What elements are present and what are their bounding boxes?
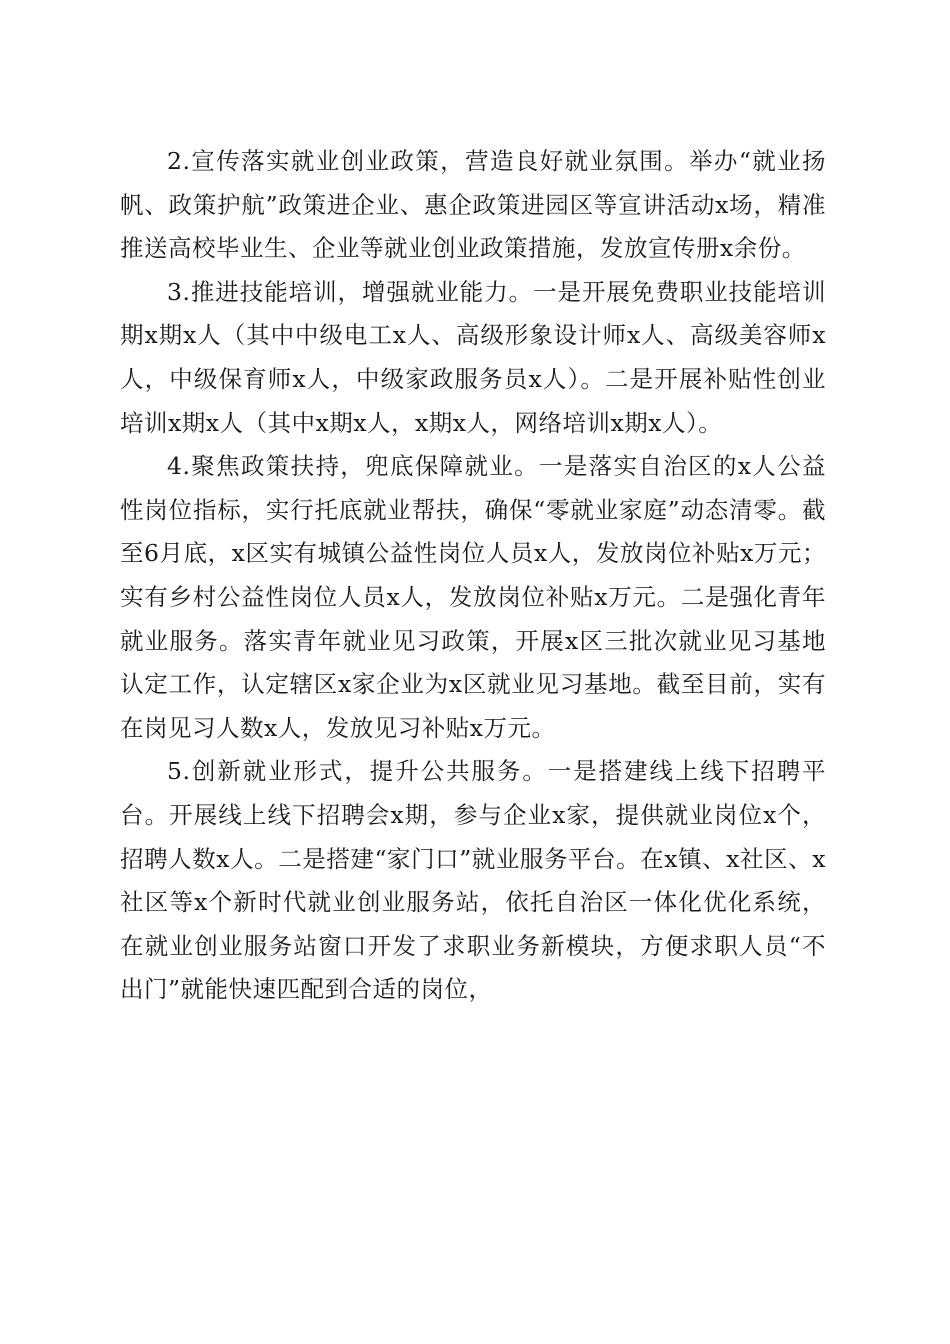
paragraph-employment-policy-promotion: 2.宣传落实就业创业政策，营造良好就业氛围。举办“就业扬帆、政策护航”政策进企业、惠企政策进园区等宣讲活动x场，精准推送高校毕业生、企业等就业创业政策措施，发放宣传册x余份。 bbox=[120, 147, 826, 263]
paragraph-policy-support: 4.聚焦政策扶持，兜底保障就业。一是落实自治区的x人公益性岗位指标，实行托底就业帮扶，确保“零就业家庭”动态清零。截至6月底，x区实有城镇公益性岗位人员x人，发放岗位补贴x万元；实有乡村公益性岗位人员x人，发放岗位补贴x万元。二是强化青年就业服务。落实青年就业见习政策，开展x区三批次就业见习基地认定工作，认定辖区x家企业为x区就业见习基地。截至目前，实有在岗见习人数x人，发放见习补贴x万元。 bbox=[120, 452, 826, 742]
document-body bbox=[120, 140, 826, 1012]
paragraph-innovative-employment: 5.创新就业形式，提升公共服务。一是搭建线上线下招聘平台。开展线上线下招聘会x期，参与企业x家，提供就业岗位x个，招聘人数x人。二是搭建“家门口”就业服务平台。在x镇、x社区、x社区等x个新时代就业创业服务站，依托自治区一体化优化系统，在就业创业服务站窗口开发了求职业务新模块，方便求职人员“不出门”就能快速匹配到合适的岗位， bbox=[120, 757, 826, 1004]
paragraph-skills-training: 3.推进技能培训，增强就业能力。一是开展免费职业技能培训期x期x人（其中中级电工x人、高级形象设计师x人、高级美容师x人，中级保育师x人，中级家政服务员x人）。二是开展补贴性创业培训x期x人（其中x期x人，x期x人，网络培训x期x人）。 bbox=[120, 277, 826, 437]
